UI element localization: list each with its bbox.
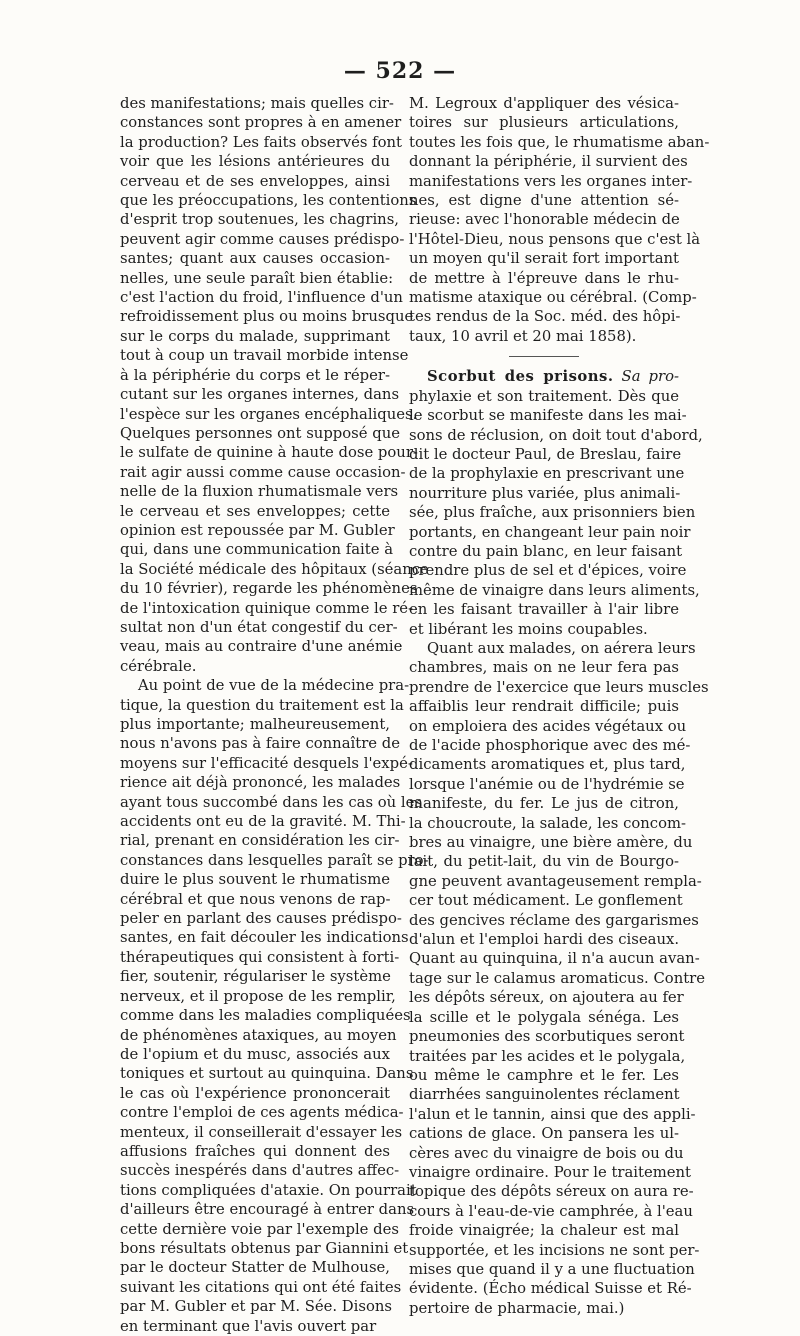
text-line: cations de glace. On pansera les ul- (409, 1125, 679, 1143)
headline-rest: Sa pro- (613, 368, 679, 386)
text-line: traitées par les acides et le polygala, (409, 1047, 686, 1065)
text-line: pneumonies des scorbutiques seront (409, 1028, 685, 1046)
section-headline: Scorbut des prisons. (427, 368, 614, 386)
text-line: sur le corps du malade, supprimant (120, 327, 390, 345)
text-line: matisme ataxique ou cérébral. (Comp- (409, 289, 697, 307)
text-line: nelles, une seule paraît bien établie: (120, 269, 394, 287)
text-line: l'Hôtel-Dieu, nous pensons que c'est là (409, 230, 701, 248)
text-line: Quant au quinquina, il n'a aucun avan- (409, 950, 700, 968)
text-line: d'ailleurs être encouragé à entrer dans (120, 1201, 415, 1219)
text-line: le scorbut se manifeste dans les mai- (409, 407, 687, 425)
text-line: on emploiera des acides végétaux ou (409, 717, 687, 735)
section-divider (509, 356, 579, 357)
text-line: portants, en changeant leur pain noir (409, 523, 691, 541)
text-line: manifeste, du fer. Le jus de citron, (409, 795, 679, 813)
text-line: qui, dans une communication faite à (120, 541, 394, 559)
text-line: du 10 février), regarde les phénomènes (120, 580, 418, 598)
text-line: cérébrale. (120, 657, 197, 675)
text-line: gne peuvent avantageusement rempla- (409, 872, 702, 890)
text-line: d'esprit trop soutenues, les chagrins, (120, 211, 400, 229)
text-line: l'alun et le tannin, ainsi que des appli- (409, 1105, 696, 1123)
text-line: M. Legroux d'appliquer des vésica- (409, 95, 679, 112)
text-line: taux, 10 avril et 20 mai 1858). (409, 327, 637, 345)
text-line: fier, soutenir, régulariser le système (120, 968, 391, 986)
text-line: tout à coup un travail morbide intense (120, 347, 409, 365)
text-line: topique des dépôts séreux on aura re- (409, 1183, 694, 1201)
paragraph-traitement (120, 676, 429, 1336)
text-line: nourriture plus variée, plus animali- (409, 484, 681, 502)
text-line: le cerveau et ses enveloppes; cette (120, 502, 390, 520)
text-line: cères avec du vinaigre de bois ou du (409, 1144, 684, 1162)
text-line: toniques et surtout au quinquina. Dans (120, 1065, 414, 1083)
text-line: santes; quant aux causes occasion- (120, 250, 390, 268)
page-number: — 522 — (343, 58, 457, 84)
text-line: de l'intoxication quinique comme le ré- (120, 599, 414, 617)
text-line: prendre de l'exercice que leurs muscles (409, 678, 709, 696)
text-line: manifestations vers les organes inter- (409, 172, 693, 190)
headline-line (409, 367, 679, 386)
text-line: santes, en fait découler les indications (120, 929, 409, 947)
text-line: donnant la périphérie, il survient des (409, 153, 688, 171)
text-line: cérébral et que nous venons de rap- (120, 890, 391, 908)
text-line: peuvent agir comme causes prédispo- (120, 230, 405, 248)
text-line: tage sur le calamus aromaticus. Contre (409, 969, 706, 987)
text-line: sons de réclusion, on doit tout d'abord, (409, 426, 703, 444)
text-line: bons résultats obtenus par Giannini et (120, 1239, 409, 1257)
left-column (120, 94, 429, 1336)
text-line: opinion est repoussée par M. Gubler (120, 521, 395, 539)
text-line: par le docteur Statter de Mulhouse, (120, 1259, 390, 1277)
text-line: nerveux, et il propose de les remplir, (120, 987, 396, 1005)
text-line: d'alun et l'emploi hardi des ciseaux. (409, 931, 680, 949)
text-line: toutes les fois que, le rhumatisme aban- (409, 133, 710, 151)
text-line: en les faisant travailler à l'air libre (409, 601, 679, 619)
text-line: bres au vinaigre, une bière amère, du (409, 834, 693, 852)
text-line: un moyen qu'il serait fort important (409, 250, 679, 268)
text-line: froide vinaigrée; la chaleur est mal (409, 1222, 679, 1240)
text-line: refroidissement plus ou moins brusque (120, 308, 414, 326)
text-line: de l'opium et du musc, associés aux (120, 1045, 390, 1063)
text-line: des manifestations; mais quelles cir- (120, 95, 394, 112)
text-line: plus importante; malheureusement, (120, 716, 390, 733)
text-line: évidente. (Écho médical Suisse et Ré- (409, 1280, 692, 1298)
text-line: affusions fraîches qui donnent des (120, 1142, 390, 1160)
text-line: la production? Les faits observés font (120, 133, 402, 151)
text-line: le sulfate de quinine à haute dose pour- (120, 444, 418, 462)
text-line: de l'acide phosphorique avec des mé- (409, 737, 691, 754)
text-line: suivant les citations qui ont été faites (120, 1278, 402, 1296)
text-line: mises que quand il y a une fluctuation (409, 1260, 695, 1278)
text-line: cours à l'eau-de-vie camphrée, à l'eau (409, 1202, 693, 1220)
text-line: et libérant les moins coupables. (409, 620, 648, 638)
paragraph-scorbut-prophylaxie (409, 367, 703, 639)
text-line: cutant sur les organes internes, dans (120, 386, 400, 404)
text-line: contre l'emploi de ces agents médica- (120, 1104, 404, 1122)
text-line: nes, est digne d'une attention sé- (409, 192, 679, 210)
text-line: duire le plus souvent le rhumatisme (120, 871, 391, 889)
text-line: comme dans les maladies compliquées (120, 1007, 411, 1025)
text-line: rience ait déjà prononcé, les malades (120, 774, 401, 792)
text-line: rial, prenant en considération les cir- (120, 832, 400, 850)
text-line: sultat non d'un état congestif du cer- (120, 618, 398, 636)
text-line: thérapeutiques qui consistent à forti- (120, 948, 400, 966)
paragraph-scorbut-traitement (409, 639, 709, 1318)
text-line: la choucroute, la salade, les concom- (409, 814, 687, 832)
text-line: en terminant que l'avis ouvert par (120, 1317, 377, 1335)
paragraph-rhumatisme-causes (120, 94, 429, 676)
text-line: le cas où l'expérience prononcerait (120, 1084, 390, 1102)
text-line: vinaigre ordinaire. Pour le traitement (409, 1163, 691, 1181)
text-line: affaiblis leur rendrait difficile; puis (409, 698, 679, 716)
text-line: toires sur plusieurs articulations, (409, 114, 679, 132)
text-line: que les préoccupations, les contentions (120, 192, 417, 210)
text-line: constances dans lesquelles paraît se pro- (120, 851, 429, 869)
text-line: les dépôts séreux, on ajoutera au fer (409, 989, 684, 1007)
paragraph-legroux (409, 94, 710, 346)
text-line: diarrhées sanguinolentes réclament (409, 1086, 680, 1104)
text-line: rait agir aussi comme cause occasion- (120, 463, 406, 481)
text-line: c'est l'action du froid, l'influence d'un (120, 289, 403, 307)
text-line: constances sont propres à en amener (120, 114, 402, 132)
text-line: cerveau et de ses enveloppes, ainsi (120, 172, 390, 190)
text-line: Au point de vue de la médecine pra- (138, 677, 410, 695)
text-line: de la prophylaxie en prescrivant une (409, 465, 685, 483)
text-line: tes rendus de la Soc. méd. des hôpi- (409, 308, 681, 326)
text-line: cette dernière voie par l'exemple des (120, 1220, 399, 1238)
text-line: Quelques personnes ont supposé que (120, 424, 400, 442)
text-line: de mettre à l'épreuve dans le rhu- (409, 269, 679, 287)
text-line: par M. Gubler et par M. Sée. Disons (120, 1298, 393, 1316)
text-line: cer tout médicament. Le gonflement (409, 892, 683, 910)
text-line: lorsque l'anémie ou de l'hydrémie se (409, 775, 685, 793)
text-line: rieuse: avec l'honorable médecin de (409, 211, 680, 229)
text-line: des gencives réclame des gargarismes (409, 911, 699, 929)
text-line: tions compliquées d'ataxie. On pourrait (120, 1181, 417, 1199)
text-line: l'espèce sur les organes encéphaliques. (120, 405, 418, 423)
text-line: Quant aux malades, on aérera leurs (427, 639, 696, 657)
text-line: tique, la question du traitement est la (120, 696, 404, 714)
text-line: veau, mais au contraire d'une anémie (120, 638, 403, 656)
text-line: chambres, mais on ne leur fera pas (409, 659, 679, 677)
text-line: phylaxie et son traitement. Dès que (409, 387, 679, 405)
right-column (409, 94, 710, 1318)
text-line: dit le docteur Paul, de Breslau, faire (409, 445, 682, 463)
text-line: nous n'avons pas à faire connaître de (120, 735, 400, 753)
text-line: nelle de la fluxion rhumatismale vers (120, 483, 399, 501)
text-line: peler en parlant des causes prédispo- (120, 910, 402, 928)
text-line: voir que les lésions antérieures du (120, 153, 390, 171)
text-line: la Société médicale des hôpitaux (séance (120, 560, 429, 578)
text-line: à la périphérie du corps et le réper- (120, 366, 390, 384)
text-line: dicaments aromatiques et, plus tard, (409, 756, 686, 774)
text-line: accidents ont eu de la gravité. M. Thi- (120, 813, 406, 831)
text-line: contre du pain blanc, en leur faisant (409, 542, 683, 560)
text-line: sée, plus fraîche, aux prisonniers bien (409, 504, 696, 522)
text-line: succès inespérés dans d'autres affec- (120, 1162, 400, 1180)
text-line: prendre plus de sel et d'épices, voire (409, 562, 687, 580)
text-line: même de vinaigre dans leurs aliments, (409, 581, 700, 599)
text-line: la scille et le polygala sénéga. Les (409, 1008, 679, 1026)
text-line: pertoire de pharmacie, mai.) (409, 1299, 625, 1317)
text-line: supportée, et les incisions ne sont per- (409, 1241, 700, 1259)
text-line: de phénomènes ataxiques, au moyen (120, 1026, 397, 1044)
text-line: menteux, il conseillerait d'essayer les (120, 1123, 403, 1141)
text-line: moyens sur l'efficacité desquels l'expé- (120, 754, 413, 772)
text-line: ou même le camphre et le fer. Les (409, 1066, 679, 1084)
text-line: ayant tous succombé dans les cas où les (120, 793, 422, 811)
text-line: lait, du petit-lait, du vin de Bourgo- (409, 853, 679, 871)
